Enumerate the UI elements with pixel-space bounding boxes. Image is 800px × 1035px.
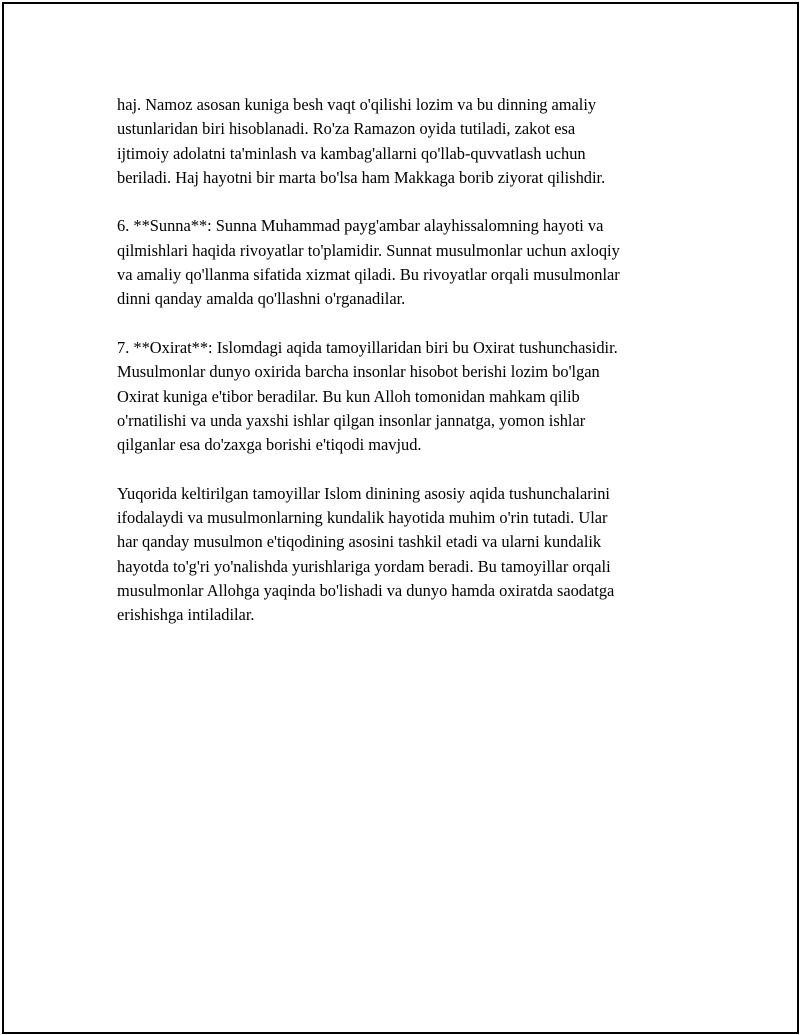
- paragraph-oxirat: 7. **Oxirat**: Islomdagi aqida tamoyillaridan biri bu Oxirat tushunchasidir. Musulmonlar dunyo oxirida barcha insonlar hisobot berishi lozim bo'lgan Oxirat kuniga e'tibor beradilar. Bu kun Alloh tomonidan mahkam qilib o'rnatilishi va unda yaxshi ishlar qilgan insonlar jannatga, yomon ishlar qilganlar esa do'zaxga borishi e'tiqodi mavjud.: [117, 337, 618, 455]
- paragraph-sunna: 6. **Sunna**: Sunna Muhammad payg'ambar alayhissalomning hayoti va qilmishlari haqida rivoyatlar to'plamidir. Sunnat musulmonlar uchun axloqiy va amaliy qo'llanma sifatida xizmat qiladi. Bu rivoyatlar orqali musulmonlar dinni qanday amalda qo'llashni o'rganadilar.: [117, 216, 620, 309]
- paragraph-pillars-continued: haj. Namoz asosan kuniga besh vaqt o'qilishi lozim va bu dinning amaliy ustunlaridan biri hisoblanadi. Ro'za Ramazon oyida tutiladi, zakot esa ijtimoiy adolatni ta'minlash va kambag'allarni qo'llab-quvvatlash uchun beriladi. Haj hayotni bir marta bo'lsa ham Makkaga borib ziyorat qilishdir.: [117, 95, 606, 187]
- paragraph-conclusion: Yuqorida keltirilgan tamoyillar Islom dinining asosiy aqida tushunchalarini ifodalaydi va musulmonlarning kundalik hayotida muhim o'rin tutadi. Ular har qanday musulmon e'tiqodining asosini tashkil etadi va ularni kundalik hayotda to'g'ri yo'nalishda yurishlariga yordam beradi. Bu tamoyillar orqali musulmonlar Allohga yaqinda bo'lishadi va dunyo hamda oxiratda saodatga erishishga intiladilar.: [117, 483, 615, 625]
- document-body: [117, 93, 697, 652]
